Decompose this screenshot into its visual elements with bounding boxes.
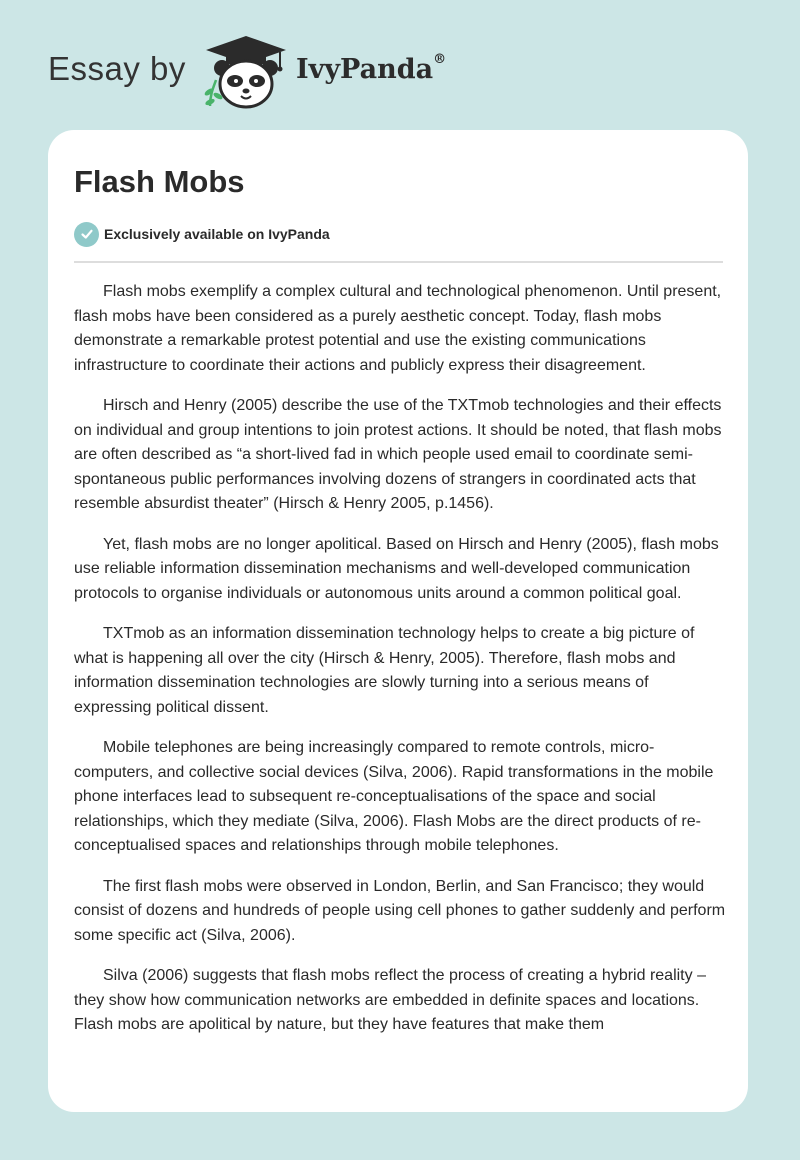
exclusive-label: Exclusively available on IvyPanda [104,226,330,242]
article-body [74,280,730,1054]
paragraph: Yet, flash mobs are no longer apolitical. Based on Hirsch and Henry (2005), flash mobs use reliable information dissemination mechanisms and well-developed communication protocols to organise individuals or autonomous units around a common political goal. [74,535,719,602]
brand-name-text: IvyPanda [296,54,434,85]
essay-card [48,130,748,1112]
paragraph: Silva (2006) suggests that flash mobs reflect the process of creating a hybrid reality – they show how communication networks are embedded in definite spaces and locations. Flash mobs are apolitical by nature, but they have features that make them [74,967,706,1033]
exclusive-badge [74,221,330,247]
check-icon [74,222,99,247]
trademark-symbol: ® [433,52,447,67]
paragraph: The first flash mobs were observed in London, Berlin, and San Francisco; they would consist of dozens and hundreds of people using cell phones to gather suddenly and perform some specific act (Silva, 2006). [74,877,726,944]
paragraph: Hirsch and Henry (2005) describe the use of the TXTmob technologies and their effects on individual and group intentions to join protest actions. It should be noted, that flash mobs are often described as “a short-lived fad in which people used email to coordinate semi-spontaneous public performances involving dozens of strangers in coordinated acts that resemble absurdist theater” (Hirsch & Henry 2005, p.1456). [74,397,722,512]
brand-prefix: Essay by [48,50,186,87]
divider [74,261,723,263]
paragraph: Flash mobs exemplify a complex cultural and technological phenomenon. Until present, flash mobs have been considered as a purely aesthetic concept. Today, flash mobs demonstrate a remarkable protest potential and use the existing communications infrastructure to coordinate their actions and publicly express their disagreement. [74,283,722,374]
brand-name[interactable] [296,54,446,85]
panda-graduate-icon[interactable] [200,36,292,110]
paragraph: TXTmob as an information dissemination technology helps to create a big picture of what is happening all over the city (Hirsch & Henry, 2005). Therefore, flash mobs and information dissemination technologies are slowly turning into a serious means of expressing political dissent. [74,625,695,716]
site-header [0,0,800,130]
paragraph: Mobile telephones are being increasingly compared to remote controls, micro-computers, and collective social devices (Silva, 2006). Rapid transformations in the mobile phone interfaces lead to subsequent re-conceptualisations of the space and social relationships, which they mediate (Silva, 2006). Flash Mobs are the direct products of re-conceptualised spaces and relationships through mobile telephones. [74,739,714,854]
page-title: Flash Mobs [74,164,245,199]
